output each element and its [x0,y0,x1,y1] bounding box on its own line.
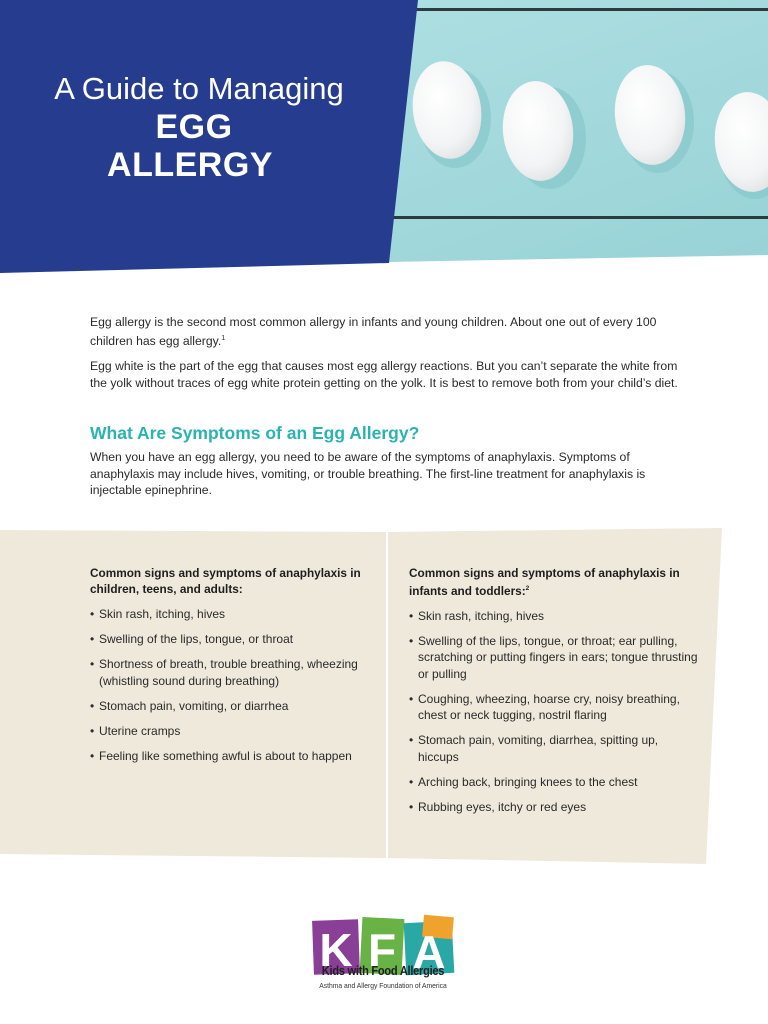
list-item: • Shortness of breath, trouble breathing, wheezing (whistling sound during breathing) [90,657,358,688]
column-heading-adults: Common signs and symptoms of anaphylaxis in children, teens, and adults: [90,566,361,596]
symptoms-column-infants [409,565,699,824]
bullet-icon: • [409,633,414,648]
bullet-icon: • [409,774,414,789]
intro-section [90,314,690,400]
bullet-icon: • [90,657,95,671]
footnote-ref-2: 2 [525,585,530,592]
list-item: • Skin rash, itching, hives [90,607,226,621]
bullet-icon: • [90,698,95,713]
list-item: • Stomach pain, vomiting, diarrhea, spitting up, hiccups [409,733,659,764]
title-subheading: A Guide to Managing [54,71,344,106]
bullet-icon: • [409,608,414,623]
bullet-icon: • [90,723,95,738]
list-item: • Swelling of the lips, tongue, or throat; ear pulling, scratching or putting fingers in ears; tongue thrusting or pulling [409,633,698,681]
bullet-icon: • [90,607,95,621]
symptom-list-adults [90,606,375,764]
logo-letter-a: A [412,926,446,978]
list-item: • Rubbing eyes, itchy or red eyes [409,799,587,814]
title-block [0,70,400,184]
logo-letter-k: K [319,924,353,976]
title-egg: EGG [155,108,233,146]
logo-tagline: Kids with Food Allergies [321,963,445,978]
list-item: • Arching back, bringing knees to the chest [409,774,638,789]
list-item: • Coughing, wheezing, hoarse cry, noisy breathing, chest or neck tugging, nostril flaring [409,691,680,723]
bullet-icon: • [409,691,414,706]
title-allergy: ALLERGY [107,146,273,184]
bullet-icon: • [409,733,414,748]
list-item: • Uterine cramps [90,723,181,738]
header-banner [0,0,768,280]
bullet-icon: • [90,748,95,763]
bullet-icon: • [409,799,414,814]
symptom-list-infants [409,608,699,816]
symptoms-paragraph: When you have an egg allergy, you need to be aware of the symptoms of anaphylaxis. Symptoms of anaphylaxis may include hives, vomiting, or trouble breathing. The first-line treatment for anaphylaxis is injectable epinephrine. [90,450,646,497]
logo-subtitle: Asthma and Allergy Foundation of America [319,981,447,990]
list-item: • Feeling like something awful is about to happen [90,748,352,763]
list-item: • Stomach pain, vomiting, or diarrhea [90,698,289,713]
list-item: • Swelling of the lips, tongue, or throat [90,632,294,646]
column-heading-infants: Common signs and symptoms of anaphylaxis in infants and toddlers:$^2$ [409,566,680,598]
list-item: • Skin rash, itching, hives [409,608,545,623]
footnote-ref-1: 1 [221,334,226,342]
symptoms-column-adults [90,565,375,773]
logo-letter-f: F [367,924,397,976]
section-heading-symptoms: What Are Symptoms of an Egg Allergy? [90,423,420,443]
intro-paragraph-1: Egg allergy is the second most common allergy in infants and young children. About one out of every 100 children has egg allergy.$^1$ [90,315,657,348]
intro-paragraph-2: Egg white is the part of the egg that causes most egg allergy reactions. But you can’t separate the white from the yolk without traces of egg white protein getting on the yolk. It is best to remove both from your child’s diet. [90,359,678,390]
bullet-icon: • [90,632,95,646]
